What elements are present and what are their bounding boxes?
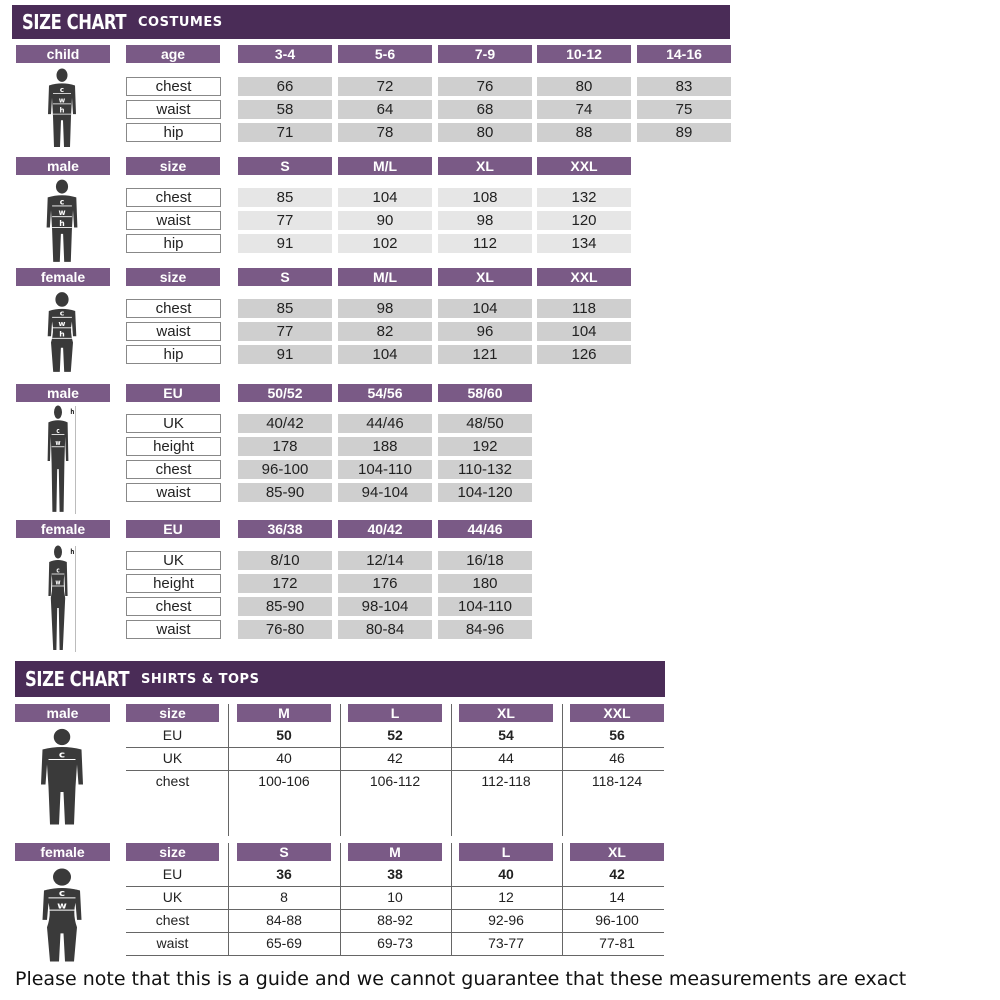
cell-child-hip-4: 89	[637, 123, 731, 142]
cell-male_eu-height-0: 178	[238, 437, 332, 456]
shirt-cell-male-EU-2: 54	[498, 727, 514, 743]
svg-text:w: w	[58, 319, 66, 329]
shirt-row-label-male-EU: EU	[162, 727, 183, 743]
svg-text:c: c	[56, 566, 60, 575]
svg-text:c: c	[58, 750, 66, 761]
shirt-row-label-male-UK: UK	[162, 750, 183, 766]
shirt-cell-male-chest-3: 118-124	[591, 773, 643, 789]
shirt-group-header-female: female	[15, 843, 110, 861]
cell-child-waist-0: 58	[238, 100, 332, 119]
cell-male_eu-chest-0: 96-100	[238, 460, 332, 479]
cell-male-waist-1: 90	[338, 211, 432, 230]
shirt-cell-female-waist-2: 73-77	[488, 935, 524, 951]
cell-female-hip-0: 91	[238, 345, 332, 364]
shirt-col-header-female-2: L	[459, 843, 553, 861]
shirt-cell-female-chest-1: 88-92	[377, 912, 413, 928]
key-header-male_eu: EU	[126, 384, 220, 402]
cell-male_eu-waist-2: 104-120	[438, 483, 532, 502]
svg-text:w: w	[55, 438, 61, 448]
cell-male-chest-3: 132	[537, 188, 631, 207]
cell-male_eu-height-2: 192	[438, 437, 532, 456]
shirt-row-label-male-chest: chest	[155, 773, 190, 789]
cell-female_eu-UK-0: 8/10	[238, 551, 332, 570]
cell-child-chest-3: 80	[537, 77, 631, 96]
cell-male_eu-chest-1: 104-110	[338, 460, 432, 479]
cell-female-hip-2: 121	[438, 345, 532, 364]
shirt-cell-male-EU-0: 50	[276, 727, 292, 743]
shirt-row-label-female-waist: waist	[156, 935, 189, 951]
shirt-cell-female-EU-2: 40	[498, 866, 514, 882]
col-header-male-0: S	[238, 157, 332, 175]
svg-text:h: h	[59, 218, 65, 228]
row-label-male_eu-height: height	[126, 437, 221, 456]
cell-male-waist-3: 120	[537, 211, 631, 230]
col-header-male_eu-0: 50/52	[238, 384, 332, 402]
cell-female-waist-2: 96	[438, 322, 532, 341]
shirt-cell-female-chest-3: 96-100	[595, 912, 639, 928]
col-header-child-1: 5-6	[338, 45, 432, 63]
shirt-col-header-male-0: M	[237, 704, 331, 722]
cell-child-waist-2: 68	[438, 100, 532, 119]
shirt-cell-female-EU-3: 42	[609, 866, 625, 882]
costumes-subtitle: COSTUMES	[138, 14, 223, 30]
male-figure-icon	[40, 178, 84, 264]
cell-female_eu-chest-2: 104-110	[438, 597, 532, 616]
cell-male_eu-UK-1: 44/46	[338, 414, 432, 433]
group-header-female_eu: female	[16, 520, 110, 538]
shirt-col-divider	[228, 843, 229, 955]
col-header-female-0: S	[238, 268, 332, 286]
row-label-male-hip: hip	[126, 234, 221, 253]
cell-child-hip-0: 71	[238, 123, 332, 142]
shirt-cell-male-chest-0: 100-106	[258, 773, 310, 789]
row-label-child-hip: hip	[126, 123, 221, 142]
shirt-cell-male-UK-3: 46	[609, 750, 625, 766]
shirt-col-divider	[451, 843, 452, 955]
shirt-cell-male-chest-1: 106-112	[369, 773, 421, 789]
cell-female_eu-waist-2: 84-96	[438, 620, 532, 639]
cell-female-chest-1: 98	[338, 299, 432, 318]
cell-male_eu-waist-1: 94-104	[338, 483, 432, 502]
shirts-subtitle: SHIRTS & TOPS	[141, 671, 260, 687]
costumes-title: SIZE CHART	[22, 10, 127, 34]
row-label-female_eu-UK: UK	[126, 551, 221, 570]
col-header-male-2: XL	[438, 157, 532, 175]
col-header-female-2: XL	[438, 268, 532, 286]
cell-female-chest-0: 85	[238, 299, 332, 318]
col-header-child-0: 3-4	[238, 45, 332, 63]
cell-child-chest-4: 83	[637, 77, 731, 96]
col-header-female_eu-2: 44/46	[438, 520, 532, 538]
row-label-male-waist: waist	[126, 211, 221, 230]
cell-male_eu-UK-2: 48/50	[438, 414, 532, 433]
group-header-male_eu: male	[16, 384, 110, 402]
shirt-key-header-female: size	[126, 843, 219, 861]
row-label-child-waist: waist	[126, 100, 221, 119]
disclaimer-note: Please note that this is a guide and we cannot guarantee that these measurements are exact	[15, 968, 907, 990]
row-label-female_eu-chest: chest	[126, 597, 221, 616]
shirt-cell-female-chest-2: 92-96	[488, 912, 524, 928]
shirt-row-label-female-EU: EU	[162, 866, 183, 882]
shirt-cell-female-UK-2: 12	[498, 889, 514, 905]
female-height-figure-icon	[42, 544, 82, 654]
shirt-row-label-female-chest: chest	[155, 912, 190, 928]
col-header-female-1: M/L	[338, 268, 432, 286]
cell-male-waist-0: 77	[238, 211, 332, 230]
row-label-male_eu-waist: waist	[126, 483, 221, 502]
shirt-col-divider	[451, 704, 452, 836]
cell-female_eu-height-1: 176	[338, 574, 432, 593]
cell-male_eu-height-1: 188	[338, 437, 432, 456]
shirt-col-divider	[228, 704, 229, 836]
row-label-female-waist: waist	[126, 322, 221, 341]
row-label-female_eu-height: height	[126, 574, 221, 593]
shirt-cell-female-UK-1: 10	[387, 889, 403, 905]
col-header-child-3: 10-12	[537, 45, 631, 63]
col-header-female_eu-0: 36/38	[238, 520, 332, 538]
shirt-group-header-male: male	[15, 704, 110, 722]
shirt-col-header-female-0: S	[237, 843, 331, 861]
shirt-cell-male-chest-2: 112-118	[481, 773, 531, 789]
cell-child-chest-0: 66	[238, 77, 332, 96]
shirt-cell-male-EU-1: 52	[387, 727, 403, 743]
svg-text:c: c	[59, 197, 65, 207]
cell-child-hip-3: 88	[537, 123, 631, 142]
cell-child-hip-1: 78	[338, 123, 432, 142]
cell-male-hip-2: 112	[438, 234, 532, 253]
col-header-male_eu-1: 54/56	[338, 384, 432, 402]
cell-female-chest-2: 104	[438, 299, 532, 318]
cell-male-chest-2: 108	[438, 188, 532, 207]
shirts-title: SIZE CHART	[25, 667, 130, 691]
cell-child-waist-3: 74	[537, 100, 631, 119]
key-header-male: size	[126, 157, 220, 175]
cell-child-waist-1: 64	[338, 100, 432, 119]
key-header-female_eu: EU	[126, 520, 220, 538]
cell-male_eu-UK-0: 40/42	[238, 414, 332, 433]
row-label-male-chest: chest	[126, 188, 221, 207]
costumes-banner	[12, 5, 730, 39]
row-label-male_eu-UK: UK	[126, 414, 221, 433]
col-header-child-2: 7-9	[438, 45, 532, 63]
cell-child-chest-1: 72	[338, 77, 432, 96]
shirt-cell-female-waist-0: 65-69	[266, 935, 302, 951]
shirt-male-figure-icon	[32, 727, 92, 827]
shirt-col-header-female-3: XL	[570, 843, 664, 861]
svg-text:h: h	[59, 105, 65, 115]
cell-male_eu-chest-2: 110-132	[438, 460, 532, 479]
col-header-child-4: 14-16	[637, 45, 731, 63]
row-label-male_eu-chest: chest	[126, 460, 221, 479]
key-header-child: age	[126, 45, 220, 63]
shirt-cell-female-EU-1: 38	[387, 866, 403, 882]
shirt-col-header-male-2: XL	[459, 704, 553, 722]
row-label-female-chest: chest	[126, 299, 221, 318]
cell-female-waist-0: 77	[238, 322, 332, 341]
cell-female_eu-chest-0: 85-90	[238, 597, 332, 616]
shirt-cell-male-UK-1: 42	[387, 750, 403, 766]
shirt-col-header-female-1: M	[348, 843, 442, 861]
col-header-female_eu-1: 40/42	[338, 520, 432, 538]
svg-text:h: h	[70, 548, 75, 557]
shirt-key-header-male: size	[126, 704, 219, 722]
row-label-female_eu-waist: waist	[126, 620, 221, 639]
svg-text:w: w	[57, 901, 67, 911]
col-header-male_eu-2: 58/60	[438, 384, 532, 402]
row-label-female-hip: hip	[126, 345, 221, 364]
shirt-row-divider	[126, 955, 664, 956]
shirt-cell-female-UK-3: 14	[609, 889, 625, 905]
shirt-cell-female-waist-3: 77-81	[599, 935, 635, 951]
cell-female_eu-waist-0: 76-80	[238, 620, 332, 639]
cell-male-hip-1: 102	[338, 234, 432, 253]
cell-female_eu-UK-2: 16/18	[438, 551, 532, 570]
shirt-col-header-male-3: XXL	[570, 704, 664, 722]
cell-child-chest-2: 76	[438, 77, 532, 96]
cell-female-chest-3: 118	[537, 299, 631, 318]
cell-male-hip-0: 91	[238, 234, 332, 253]
cell-male-hip-3: 134	[537, 234, 631, 253]
cell-female-hip-3: 126	[537, 345, 631, 364]
shirt-cell-male-EU-3: 56	[609, 727, 625, 743]
cell-female_eu-chest-1: 98-104	[338, 597, 432, 616]
cell-male_eu-waist-0: 85-90	[238, 483, 332, 502]
svg-text:h: h	[59, 329, 65, 339]
cell-female_eu-height-0: 172	[238, 574, 332, 593]
shirt-cell-female-UK-0: 8	[280, 889, 288, 905]
svg-text:w: w	[58, 208, 66, 218]
svg-text:c: c	[59, 308, 65, 318]
col-header-female-3: XXL	[537, 268, 631, 286]
female-figure-icon	[40, 290, 84, 374]
group-header-male: male	[16, 157, 110, 175]
shirt-cell-female-EU-0: 36	[276, 866, 292, 882]
child-figure-icon	[42, 67, 82, 149]
shirt-female-figure-icon	[32, 866, 92, 964]
cell-female-hip-1: 104	[338, 345, 432, 364]
svg-text:c: c	[59, 85, 65, 95]
cell-male-chest-0: 85	[238, 188, 332, 207]
shirt-cell-male-UK-0: 40	[276, 750, 292, 766]
svg-text:w: w	[58, 95, 66, 105]
cell-female_eu-waist-1: 80-84	[338, 620, 432, 639]
row-label-child-chest: chest	[126, 77, 221, 96]
shirt-col-divider	[562, 843, 563, 955]
shirts-banner	[15, 661, 665, 697]
cell-child-waist-4: 75	[637, 100, 731, 119]
male-height-figure-icon	[42, 404, 82, 516]
cell-female-waist-1: 82	[338, 322, 432, 341]
cell-child-hip-2: 80	[438, 123, 532, 142]
svg-text:c: c	[58, 888, 66, 899]
cell-female_eu-height-2: 180	[438, 574, 532, 593]
shirt-row-label-female-UK: UK	[162, 889, 183, 905]
shirt-cell-male-UK-2: 44	[498, 750, 514, 766]
shirt-cell-female-chest-0: 84-88	[266, 912, 302, 928]
col-header-male-1: M/L	[338, 157, 432, 175]
shirt-cell-female-waist-1: 69-73	[377, 935, 413, 951]
shirt-col-divider	[340, 843, 341, 955]
shirt-col-header-male-1: L	[348, 704, 442, 722]
col-header-male-3: XXL	[537, 157, 631, 175]
shirt-col-divider	[562, 704, 563, 836]
group-header-child: child	[16, 45, 110, 63]
cell-female_eu-UK-1: 12/14	[338, 551, 432, 570]
svg-text:c: c	[56, 426, 60, 436]
svg-text:h: h	[70, 407, 75, 417]
key-header-female: size	[126, 268, 220, 286]
cell-male-waist-2: 98	[438, 211, 532, 230]
cell-female-waist-3: 104	[537, 322, 631, 341]
svg-text:w: w	[55, 578, 61, 587]
cell-male-chest-1: 104	[338, 188, 432, 207]
group-header-female: female	[16, 268, 110, 286]
shirt-col-divider	[340, 704, 341, 836]
